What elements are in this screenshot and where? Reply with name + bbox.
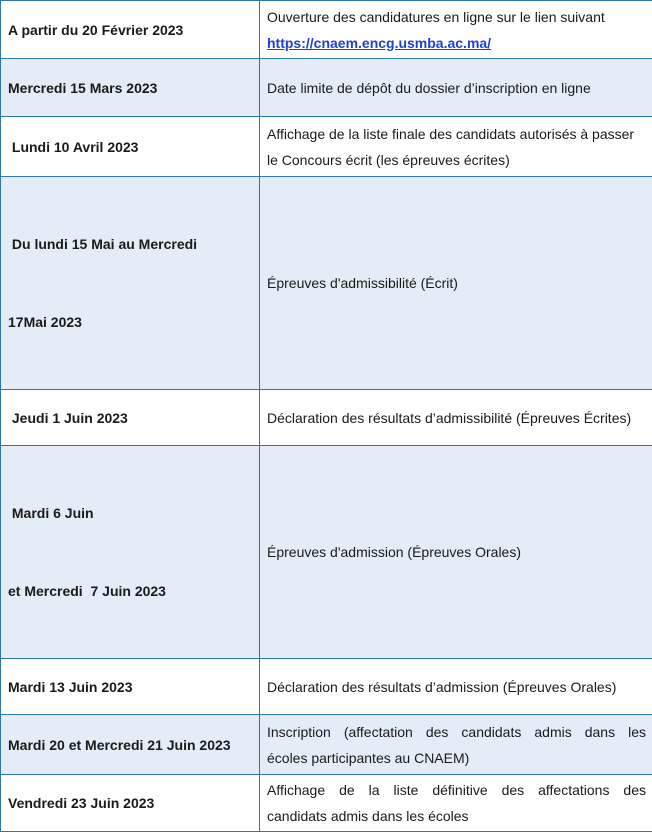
description-text: Affichage de la liste définitive des affectations des (267, 777, 646, 803)
table-row (1, 1, 652, 59)
date-text: Mercredi 15 Mars 2023 (8, 80, 157, 96)
description-text: Déclaration des résultats d’admission (Épreuves Orales) (267, 679, 616, 695)
description-cell (260, 659, 652, 715)
table-row (1, 117, 652, 177)
date-text: Du lundi 15 Mai au Mercredi (8, 231, 253, 257)
description-cell (260, 1, 652, 59)
date-text: Jeudi 1 Juin 2023 (8, 410, 128, 426)
description-cell (260, 177, 652, 390)
date-text: Mardi 6 Juin (8, 500, 253, 526)
application-link[interactable]: https://cnaem.encg.usmba.ac.ma/ (267, 30, 646, 56)
description-cell (260, 775, 652, 832)
date-text: Mardi 20 et Mercredi 21 Juin 2023 (8, 737, 231, 753)
description-cell (260, 446, 652, 659)
date-cell (1, 59, 260, 117)
description-cell (260, 59, 652, 117)
table-row (1, 390, 652, 446)
date-cell (1, 446, 260, 659)
description-text: Épreuves d'admission (Épreuves Orales) (267, 544, 521, 560)
description-cell (260, 117, 652, 177)
description-text: candidats admis dans les écoles (267, 803, 646, 829)
date-text: A partir du 20 Février 2023 (8, 22, 183, 38)
description-text: Épreuves d'admissibilité (Écrit) (267, 275, 458, 291)
description-text: Date limite de dépôt du dossier d’inscription en ligne (267, 80, 591, 96)
date-cell (1, 1, 260, 59)
date-cell (1, 775, 260, 832)
description-text: Déclaration des résultats d’admissibilité (Épreuves Écrites) (267, 410, 631, 426)
description-text: Inscription (affectation des candidats admis dans les (267, 719, 646, 745)
table-row (1, 775, 652, 832)
date-cell (1, 177, 260, 390)
date-text: Vendredi 23 Juin 2023 (8, 795, 154, 811)
description-text: le Concours écrit (les épreuves écrites) (267, 147, 646, 173)
table-row (1, 59, 652, 117)
date-text: Lundi 10 Avril 2023 (8, 139, 138, 155)
date-cell (1, 117, 260, 177)
table-row (1, 177, 652, 390)
date-text: 17Mai 2023 (8, 309, 253, 335)
date-text: et Mercredi 7 Juin 2023 (8, 578, 253, 604)
description-text: Affichage de la liste finale des candidats autorisés à passer (267, 121, 646, 147)
date-text: Mardi 13 Juin 2023 (8, 679, 133, 695)
date-cell (1, 390, 260, 446)
date-cell (1, 659, 260, 715)
table-row (1, 715, 652, 775)
date-cell (1, 715, 260, 775)
table-row (1, 659, 652, 715)
description-text: Ouverture des candidatures en ligne sur le lien suivant (267, 4, 646, 30)
description-text: écoles participantes au CNAEM) (267, 745, 646, 771)
table-row (1, 446, 652, 659)
description-cell (260, 715, 652, 775)
description-cell (260, 390, 652, 446)
